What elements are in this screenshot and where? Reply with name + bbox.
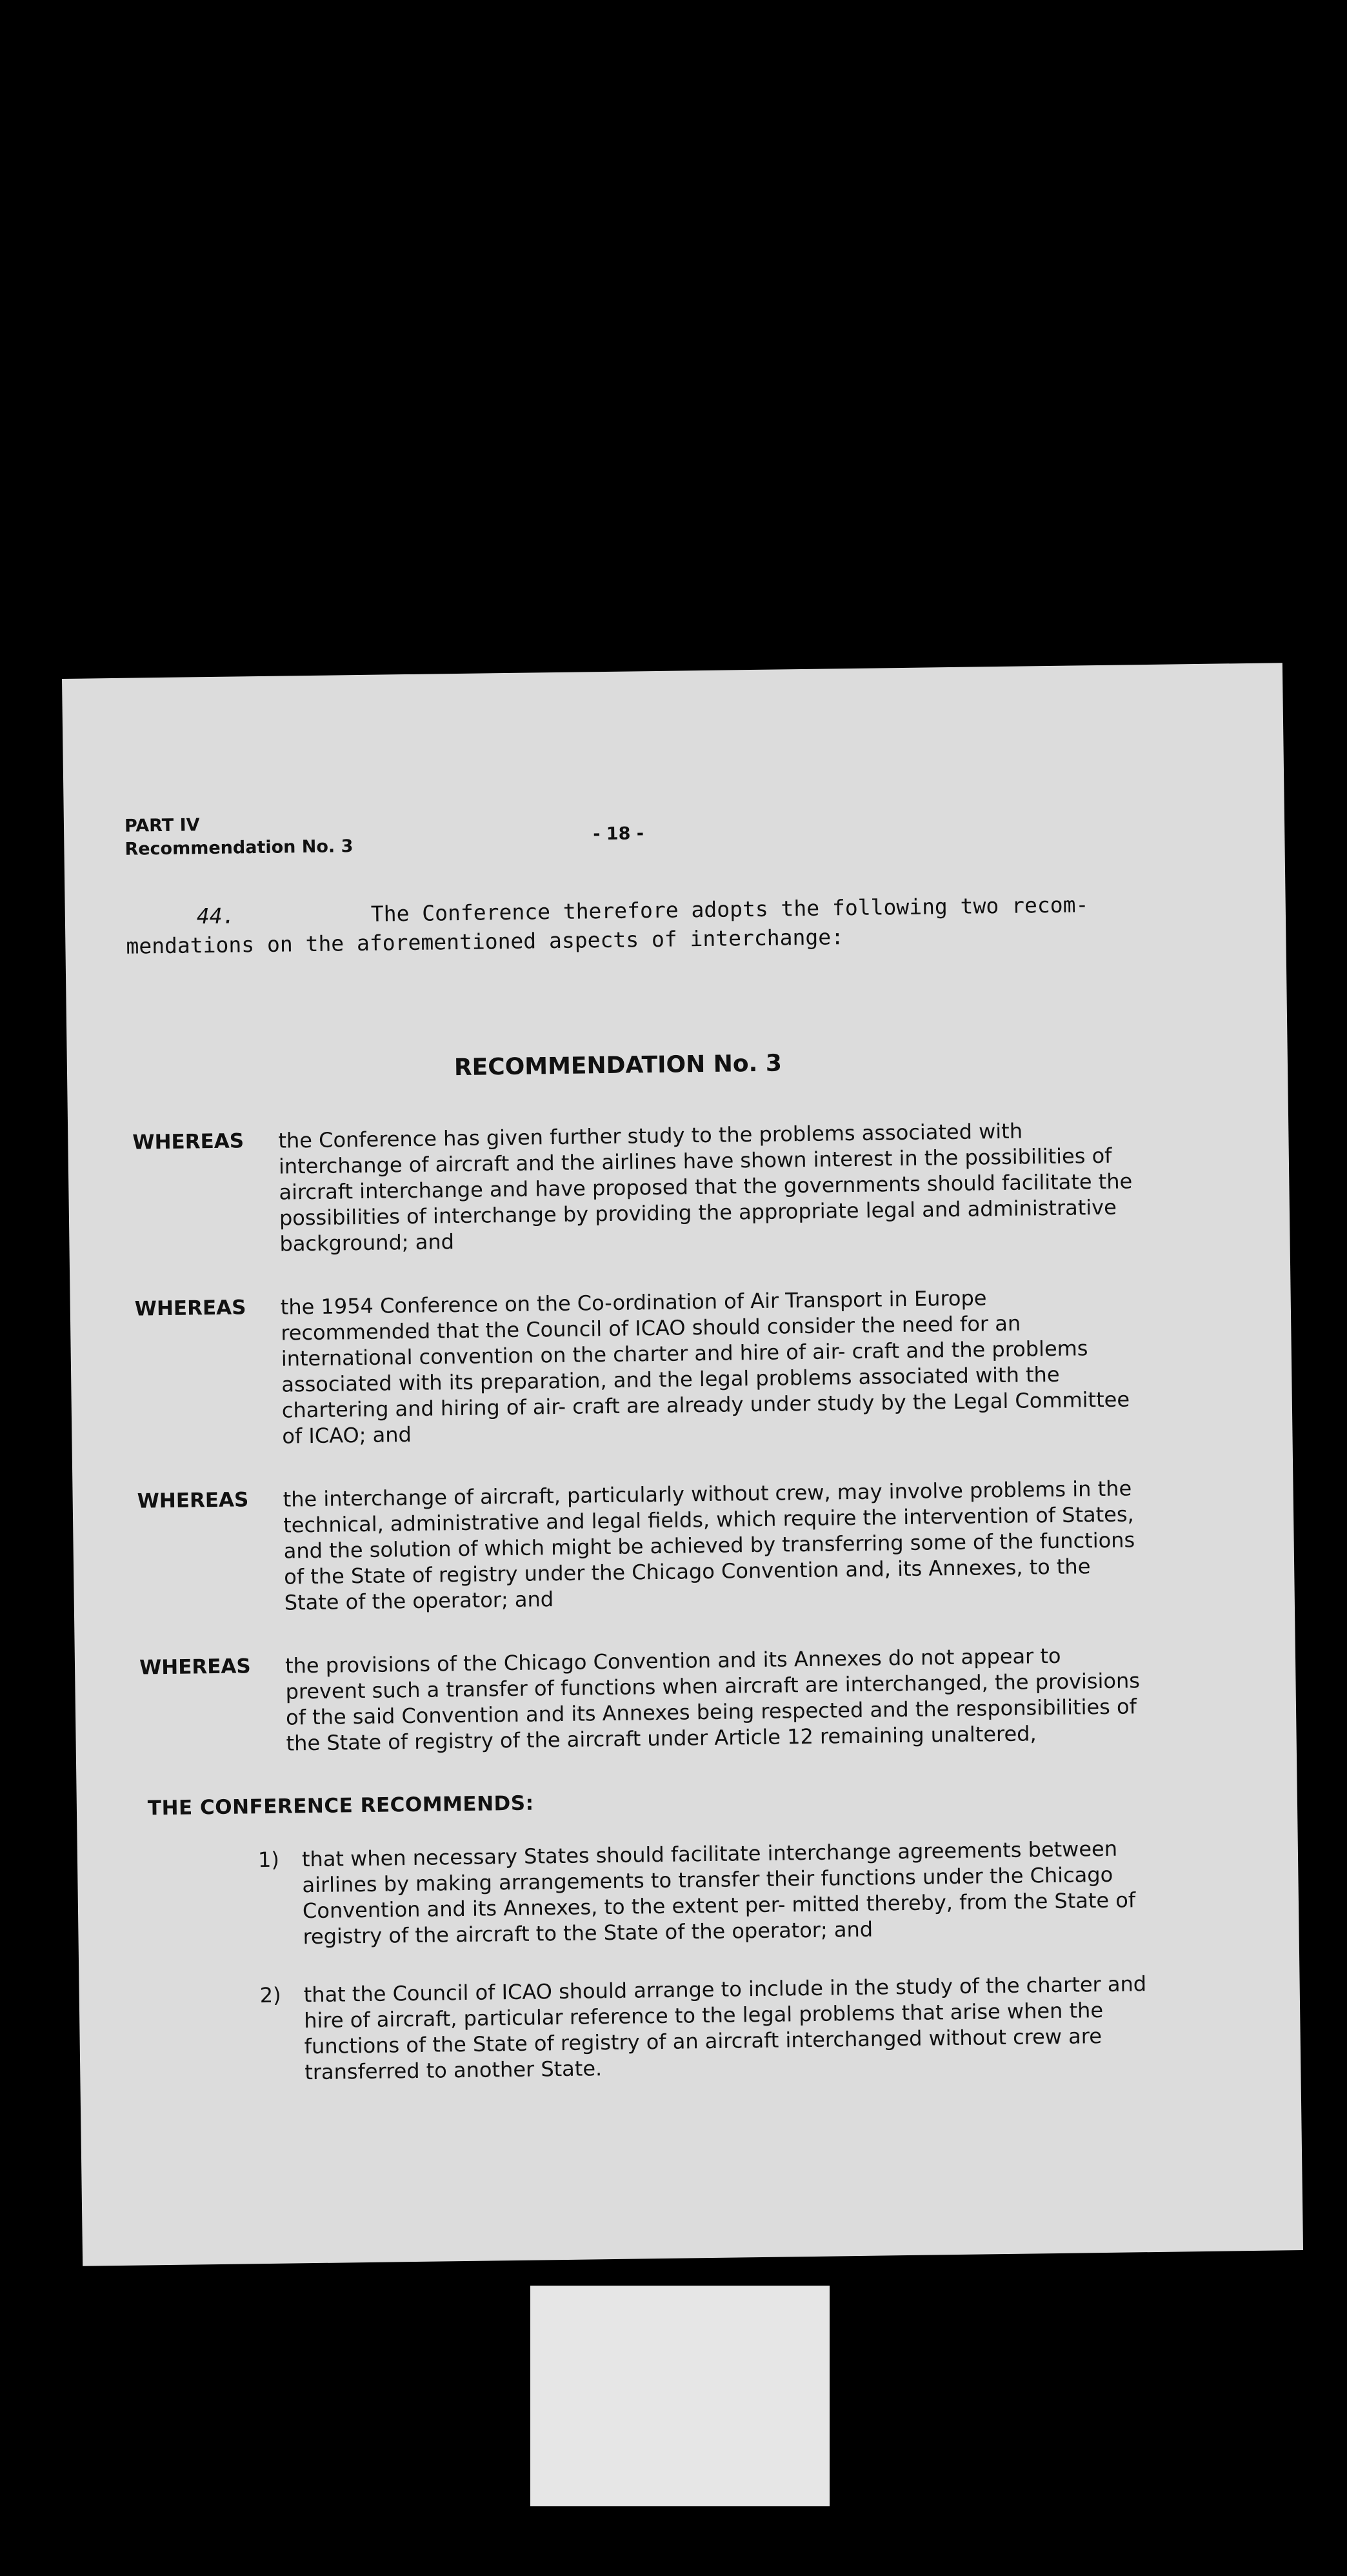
recommendation-number: 1) bbox=[257, 1847, 280, 1873]
part-label: PART IV bbox=[124, 815, 200, 836]
whereas-keyword: WHEREAS bbox=[132, 1129, 244, 1154]
paragraph-number: 44. bbox=[196, 903, 235, 929]
whereas-text: the Conference has given further study to the problems associated with interchange of aircraft and the airlines have shown interest in the possibilities of aircraft interchange and have proposed that the governments should facilitate the possibilities of interchange by providing the appropriate legal and administrative background; and bbox=[278, 1118, 1133, 1256]
recommendation-text: that the Council of ICAO should arrange to include in the study of the charter and hire of aircraft, particular reference to the legal problems that arise when the functions of the State of registry of an aircraft interchanged without crew are transferred to another State. bbox=[303, 1971, 1147, 2085]
intro-text: The Conference therefore adopts the following two recom- mendations on the aforementioned aspects of interchange: bbox=[126, 892, 1089, 959]
recommendation-text: that when necessary States should facilitate interchange agreements between airlines by making arrangements to transfer their functions under the Chicago Convention and its Annexes, to the extent per- mitted thereby, from the State of registry of the aircraft to the State of the operator; and bbox=[301, 1836, 1136, 1949]
whereas-text: the provisions of the Chicago Convention and its Annexes do not appear to prevent such a transfer of functions when aircraft are interchanged, the provisions of the said Convention and its Annexes being respected and the responsibilities of the State of registry of the aircraft under Article 12 remaining unaltered, bbox=[284, 1643, 1141, 1756]
recommendation-item bbox=[258, 1835, 1150, 1950]
recommends-heading: THE CONFERENCE RECOMMENDS: bbox=[147, 1791, 534, 1820]
whereas-clause bbox=[132, 1116, 1140, 1258]
page-number: - 18 - bbox=[593, 823, 644, 845]
page-header bbox=[125, 812, 354, 861]
whereas-keyword: WHEREAS bbox=[137, 1488, 249, 1513]
blank-slip bbox=[530, 2286, 830, 2506]
recommendation-item bbox=[259, 1971, 1151, 2086]
recommendation-ref: Recommendation No. 3 bbox=[125, 836, 354, 860]
recommendation-number: 2) bbox=[259, 1982, 281, 2008]
intro-paragraph bbox=[126, 890, 1107, 961]
whereas-clause bbox=[137, 1475, 1144, 1617]
recommendation-body bbox=[132, 1116, 1152, 2119]
whereas-keyword: WHEREAS bbox=[134, 1296, 246, 1321]
whereas-clause bbox=[139, 1642, 1147, 1758]
whereas-keyword: WHEREAS bbox=[139, 1655, 251, 1680]
whereas-text: the interchange of aircraft, particularly without crew, may involve problems in the technical, administrative and legal fields, which require the intervention of States, and the solution of which might be achieved by transferring some of the functions of the State of registry under the Chicago Convention and, its Annexes, to the State of the operator; and bbox=[283, 1476, 1135, 1615]
recommendation-title: RECOMMENDATION No. 3 bbox=[454, 1050, 783, 1082]
recommendation-list bbox=[258, 1835, 1152, 2086]
document-page bbox=[62, 663, 1303, 2266]
whereas-text: the 1954 Conference on the Co-ordination of Air Transport in Europe recommended that the Council of ICAO should consider the need for an international convention on the charter and hire of air- craft and the problems associated with its preparation, and the legal problems associated with the chartering and hiring of air- craft are already under study by the Legal Committee of ICAO; and bbox=[280, 1285, 1130, 1449]
whereas-clause bbox=[135, 1283, 1143, 1451]
